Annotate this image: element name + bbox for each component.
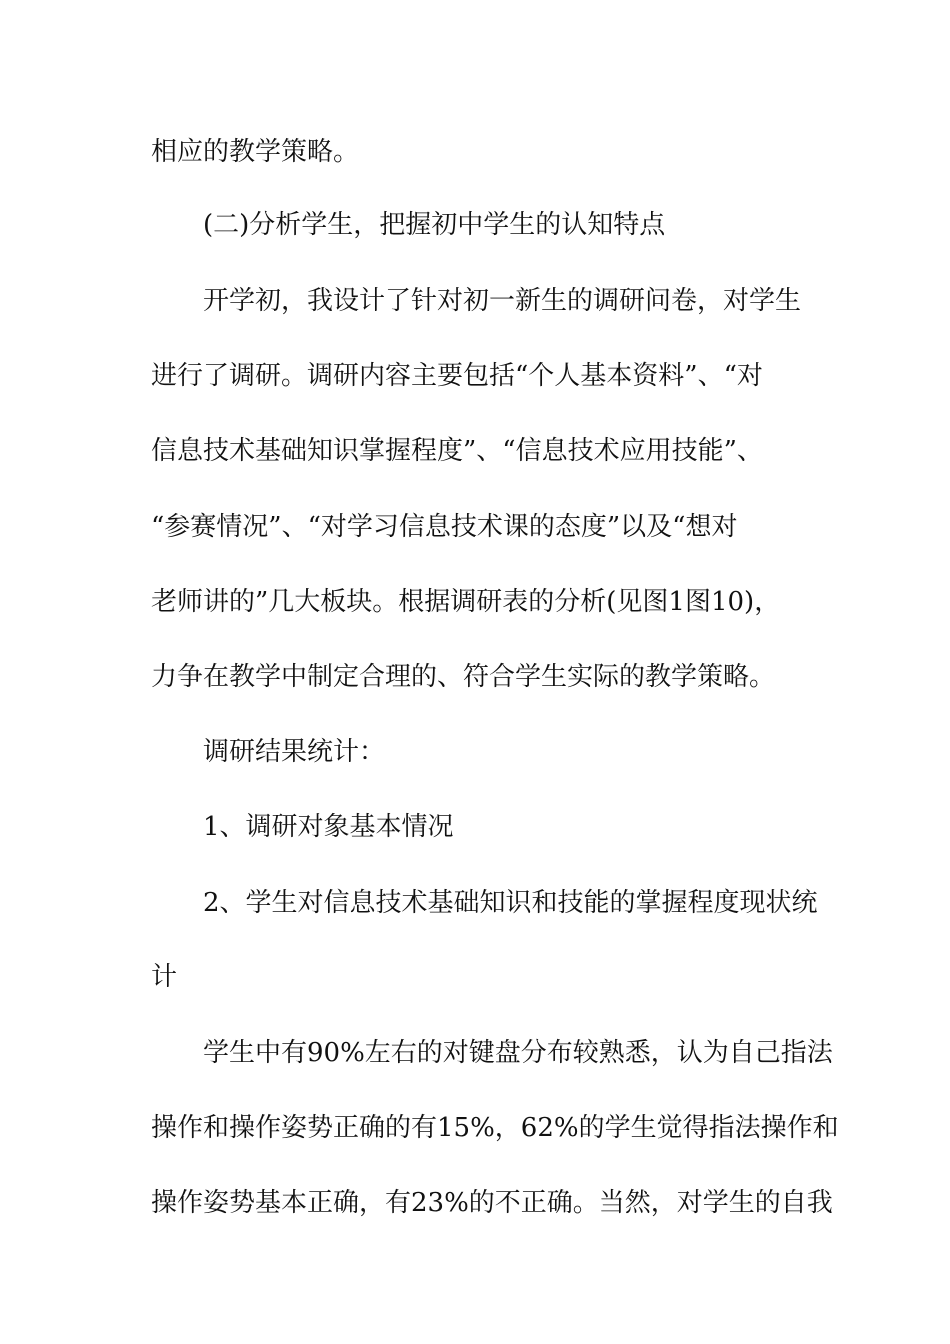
text-line: 开学初，我设计了针对初一新生的调研问卷，对学生 xyxy=(203,286,802,316)
text-line: 进行了调研。调研内容主要包括“个人基本资料”、“对 xyxy=(151,361,763,391)
text-line: 力争在教学中制定合理的、符合学生实际的教学策略。 xyxy=(151,662,776,692)
text-line: “参赛情况”、“对学习信息技术课的态度”以及“想对 xyxy=(151,512,738,542)
section-heading: (二)分析学生，把握初中学生的认知特点 xyxy=(203,210,666,240)
text-line: 操作和操作姿势正确的有15%，62%的学生觉得指法操作和 xyxy=(151,1113,839,1143)
text-line: 计 xyxy=(151,962,178,992)
text-line: 老师讲的”几大板块。根据调研表的分析(见图1图10)， xyxy=(151,587,781,617)
text-line: 信息技术基础知识掌握程度”、“信息技术应用技能”、 xyxy=(151,436,763,466)
list-item: 1、调研对象基本情况 xyxy=(203,812,454,842)
text-line: 操作姿势基本正确，有23%的不正确。当然，对学生的自我 xyxy=(151,1188,833,1218)
list-item: 2、学生对信息技术基础知识和技能的掌握程度现状统 xyxy=(203,888,818,918)
text-line: 学生中有90%左右的对键盘分布较熟悉，认为自己指法 xyxy=(203,1038,833,1068)
text-line: 调研结果统计： xyxy=(203,737,386,767)
text-line: 相应的教学策略。 xyxy=(151,137,360,167)
